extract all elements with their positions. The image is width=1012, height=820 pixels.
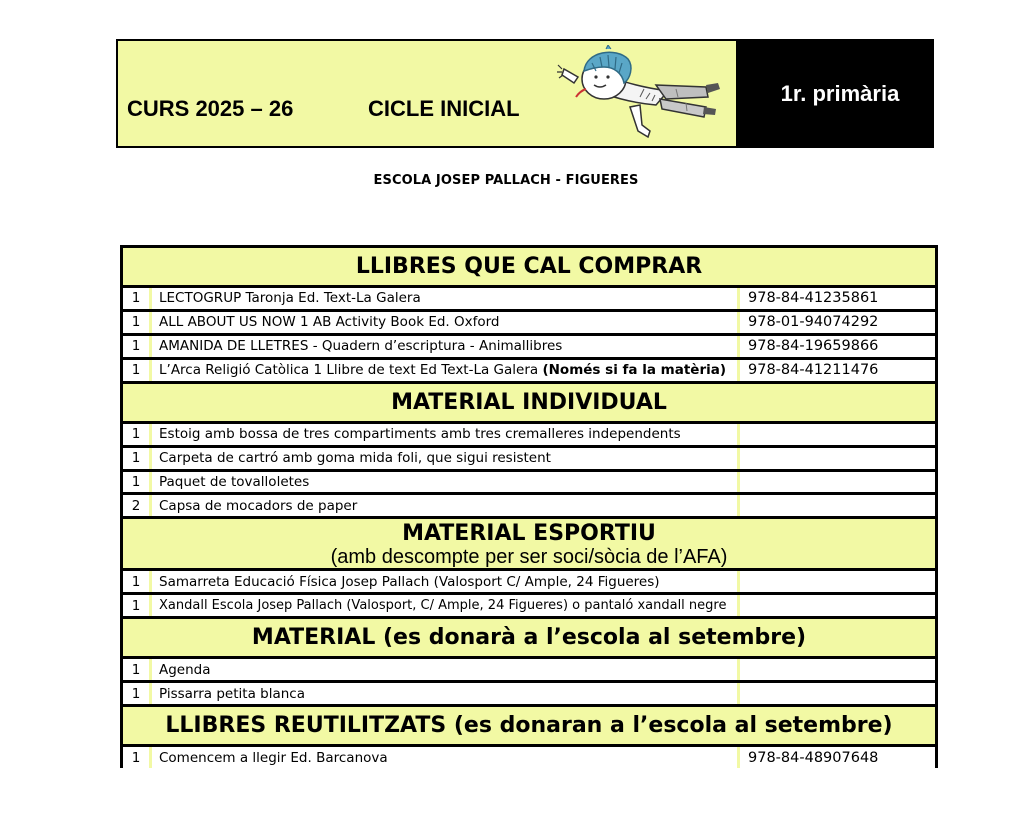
- section-subtitle: (amb descompte per ser soci/sòcia de l’AFA): [330, 546, 728, 569]
- item-description: [152, 747, 737, 768]
- item-quantity: 1: [123, 448, 149, 469]
- item-description-text: Xandall Escola Josep Pallach (Valosport, C/ Ample, 24 Figueres) o pantaló xandall negre: [159, 598, 727, 614]
- table-row: [123, 683, 935, 704]
- item-description: [152, 424, 737, 445]
- item-quantity: 1: [123, 683, 149, 704]
- item-quantity: 1: [123, 312, 149, 333]
- section-header: [123, 519, 935, 568]
- item-description-text: L’Arca Religió Catòlica 1 Llibre de text Ed Text-La Galera: [159, 362, 543, 379]
- item-isbn: [740, 571, 935, 592]
- table-row: [123, 472, 935, 493]
- section-title: MATERIAL INDIVIDUAL: [391, 389, 667, 415]
- table-row: [123, 747, 935, 768]
- item-isbn: 978-84-48907648: [740, 747, 935, 768]
- item-description-text: Paquet de tovalloletes: [159, 473, 310, 490]
- item-description: [152, 595, 737, 616]
- table-row: [123, 288, 935, 309]
- item-description-text: LECTOGRUP Taronja Ed. Text-La Galera: [159, 290, 421, 307]
- section-header: [123, 707, 935, 744]
- cycle-name: CICLE INICIAL: [368, 96, 520, 121]
- item-isbn: [740, 595, 935, 616]
- item-isbn: [740, 424, 935, 445]
- item-description-text: Estoig amb bossa de tres compartiments amb tres cremalleres independents: [159, 426, 681, 443]
- item-quantity: 1: [123, 595, 149, 616]
- table-row: [123, 571, 935, 592]
- item-quantity: 2: [123, 495, 149, 516]
- section-header: [123, 619, 935, 656]
- item-isbn: [740, 495, 935, 516]
- item-description: [152, 683, 737, 704]
- course-year: CURS 2025 – 26: [127, 96, 294, 121]
- item-description: [152, 659, 737, 680]
- item-description: [152, 495, 737, 516]
- supply-list-table: [120, 245, 938, 768]
- table-row: [123, 448, 935, 469]
- item-description-text: Carpeta de cartró amb goma mida foli, que sigui resistent: [159, 450, 551, 467]
- school-name: ESCOLA JOSEP PALLACH - FIGUERES: [373, 173, 639, 188]
- section-title: MATERIAL (es donarà a l’escola al setembre): [251, 625, 807, 651]
- item-isbn: [740, 683, 935, 704]
- item-isbn: 978-84-19659866: [740, 336, 935, 357]
- item-description: [152, 312, 737, 333]
- item-description: [152, 571, 737, 592]
- item-quantity: 1: [123, 571, 149, 592]
- grade-label: 1r. primària: [780, 80, 900, 106]
- item-description-text: Capsa de mocadors de paper: [159, 497, 358, 514]
- item-description: [152, 360, 737, 381]
- item-description-text: AMANIDA DE LLETRES - Quadern d’escriptura - Animallibres: [159, 338, 563, 355]
- table-row: [123, 336, 935, 357]
- table-row: [123, 360, 935, 381]
- section-header: [123, 248, 935, 285]
- table-row: [123, 312, 935, 333]
- section-title: LLIBRES QUE CAL COMPRAR: [355, 254, 703, 279]
- header-banner: [116, 39, 934, 148]
- item-description-text: Agenda: [159, 661, 211, 678]
- item-description-text: ALL ABOUT US NOW 1 AB Activity Book Ed. Oxford: [159, 314, 500, 331]
- item-description: [152, 288, 737, 309]
- item-isbn: [740, 448, 935, 469]
- item-quantity: 1: [123, 288, 149, 309]
- item-quantity: 1: [123, 747, 149, 768]
- flying-kid-illustration-icon: [556, 45, 722, 145]
- table-row: [123, 595, 935, 616]
- table-row: [123, 424, 935, 445]
- item-isbn: 978-01-94074292: [740, 312, 935, 333]
- item-quantity: 1: [123, 360, 149, 381]
- grade-badge: [736, 41, 932, 146]
- section-header: [123, 384, 935, 421]
- item-note: (Només si fa la matèria): [542, 362, 727, 379]
- item-description: [152, 472, 737, 493]
- item-description-text: Samarreta Educació Física Josep Pallach (Valosport C/ Ample, 24 Figueres): [159, 573, 660, 590]
- item-quantity: 1: [123, 472, 149, 493]
- table-row: [123, 495, 935, 516]
- item-isbn: 978-84-41211476: [740, 360, 935, 381]
- item-description-text: Pissarra petita blanca: [159, 685, 305, 702]
- item-description-text: Comencem a llegir Ed. Barcanova: [159, 749, 388, 766]
- item-description: [152, 336, 737, 357]
- item-isbn: [740, 472, 935, 493]
- section-title: LLIBRES REUTILITZATS (es donaran a l’escola al setembre): [165, 713, 893, 739]
- item-description: [152, 448, 737, 469]
- item-quantity: 1: [123, 424, 149, 445]
- item-isbn: [740, 659, 935, 680]
- item-quantity: 1: [123, 336, 149, 357]
- table-row: [123, 659, 935, 680]
- section-title: MATERIAL ESPORTIU: [402, 521, 656, 547]
- item-isbn: 978-84-41235861: [740, 288, 935, 309]
- item-quantity: 1: [123, 659, 149, 680]
